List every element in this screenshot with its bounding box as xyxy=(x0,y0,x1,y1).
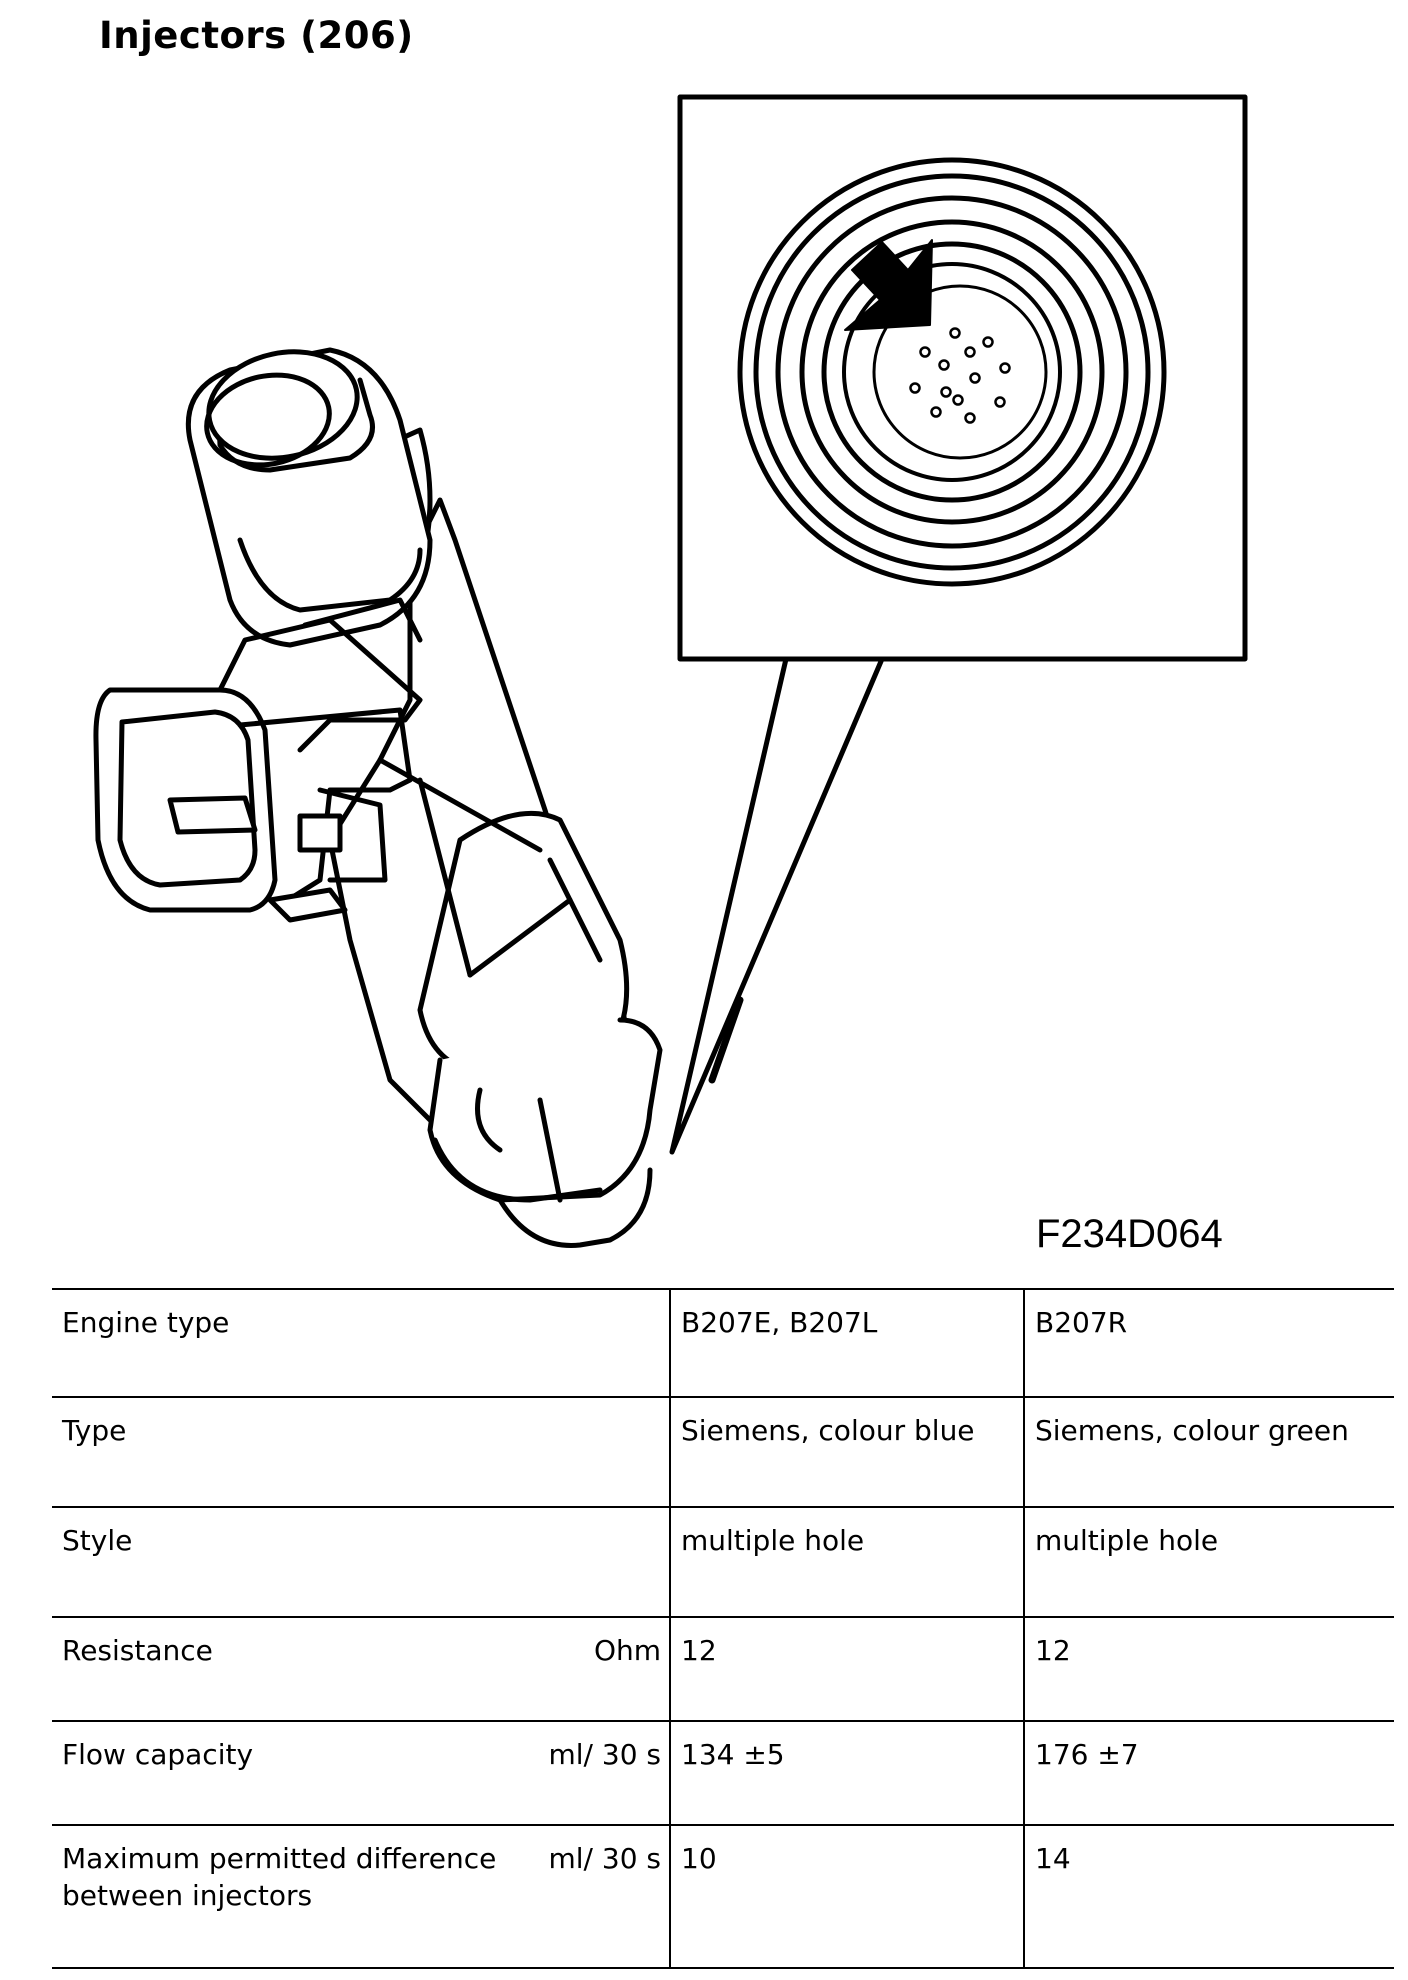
table-cell: B207E, B207L xyxy=(670,1289,1024,1397)
table-cell: 12 xyxy=(1035,1634,1071,1667)
page-title: Injectors (206) xyxy=(99,14,414,57)
figure-code: F234D064 xyxy=(1036,1212,1223,1256)
table-row xyxy=(52,1617,1394,1721)
table-cell: B207R xyxy=(1035,1306,1128,1339)
nozzle-detail-inset xyxy=(672,97,1245,1152)
table-row xyxy=(52,1825,1394,1968)
table-cell: 14 xyxy=(1035,1842,1071,1875)
table-cell: 10 xyxy=(670,1825,1024,1968)
table-cell: 12 xyxy=(670,1617,1024,1721)
unit-label: ml/ 30 s xyxy=(548,1738,661,1771)
row-label-type: Type xyxy=(52,1397,670,1507)
table-row xyxy=(52,1507,1394,1617)
table-cell: multiple hole xyxy=(1035,1524,1219,1557)
row-label-flow-capacity: Flow capacity ml/ 30 s xyxy=(52,1721,670,1825)
table-row xyxy=(52,1721,1394,1825)
specification-table xyxy=(52,1288,1394,1969)
row-label-style: Style xyxy=(52,1507,670,1617)
table-cell: multiple hole xyxy=(670,1507,1024,1617)
table-row xyxy=(52,1397,1394,1507)
unit-label: Ohm xyxy=(593,1634,661,1667)
injector-body xyxy=(96,339,660,1246)
row-label-max-difference: Maximum permitted difference between injectors ml/ 30 s xyxy=(52,1825,670,1968)
row-label-engine-type: Engine type xyxy=(52,1289,670,1397)
table-cell: 176 ±7 xyxy=(1035,1738,1139,1771)
unit-label: ml/ 30 s xyxy=(548,1842,661,1875)
row-label-resistance: Resistance Ohm xyxy=(52,1617,670,1721)
table-cell: Siemens, colour blue xyxy=(670,1397,1024,1507)
table-row xyxy=(52,1289,1394,1397)
table-cell: Siemens, colour green xyxy=(1035,1414,1349,1447)
table-cell: 134 ±5 xyxy=(670,1721,1024,1825)
